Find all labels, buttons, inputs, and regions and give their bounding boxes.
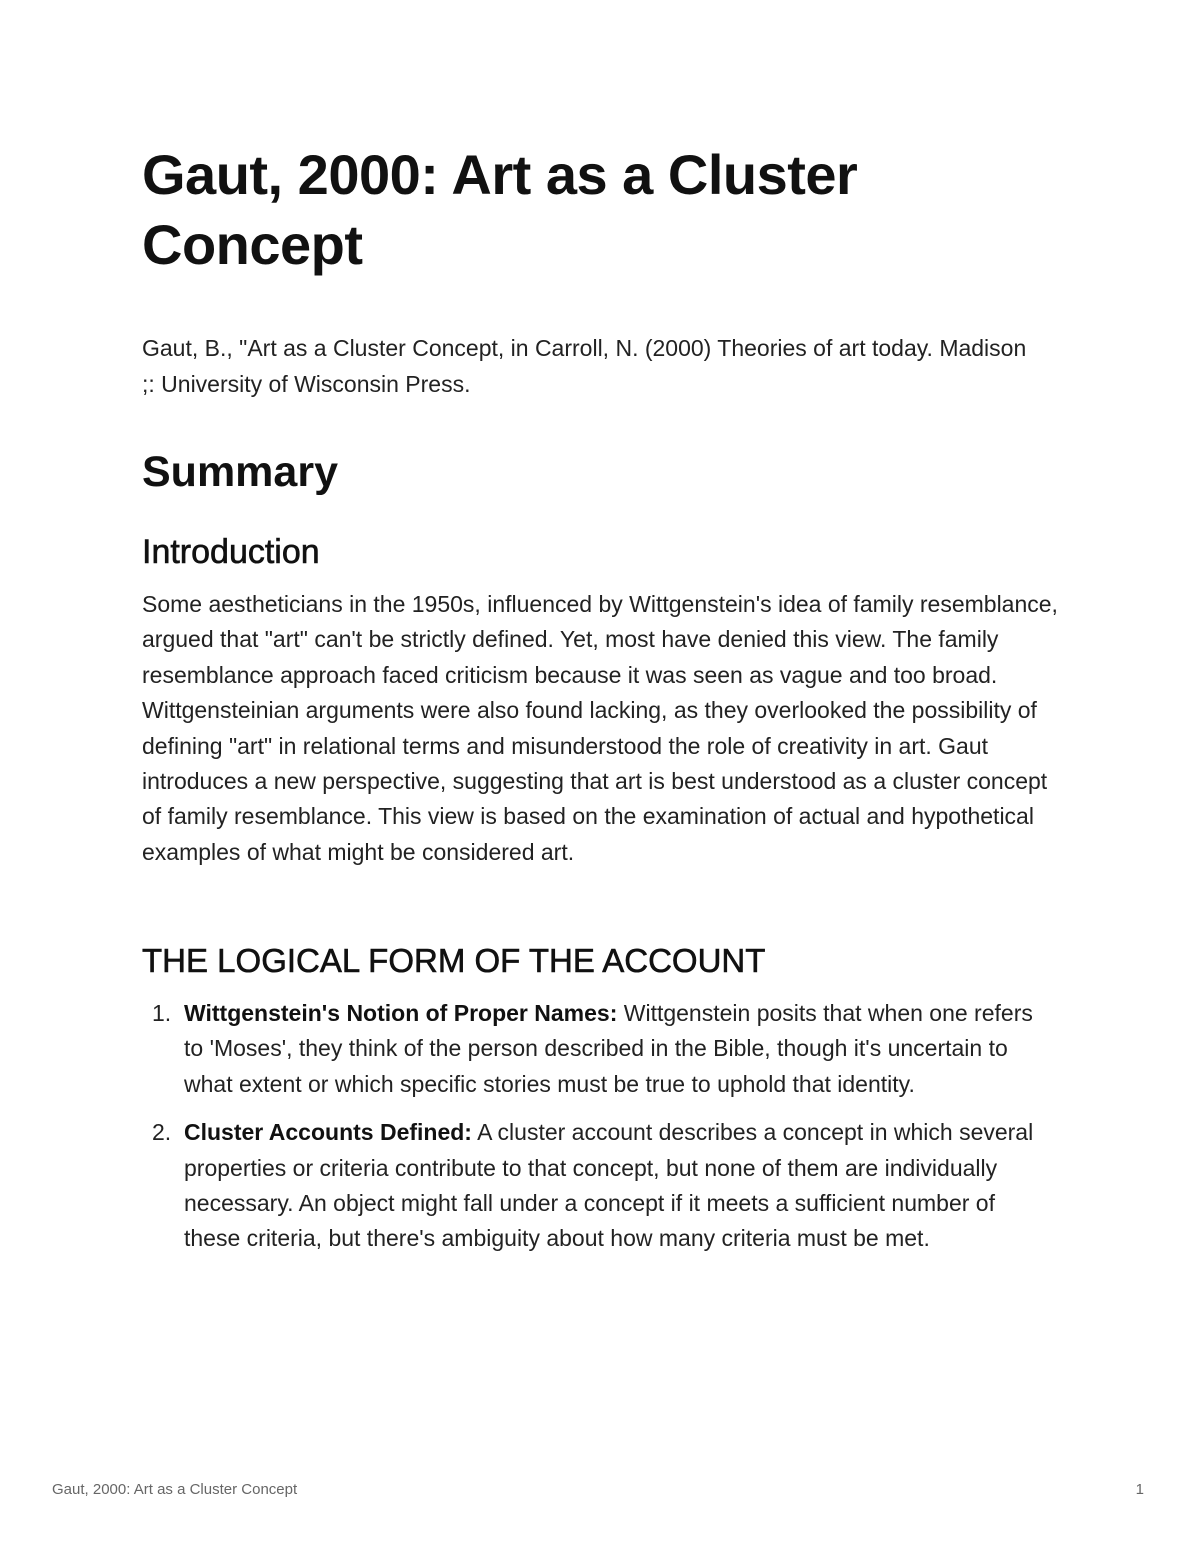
list-item-number: 1. [152,1000,172,1026]
list-item-text: Wittgenstein posits that when one refers to 'Moses', they think of the person described in the Bible, though it's uncertain to what extent or which specific stories must be true to uphold that identity. [184,1000,1033,1097]
introduction-paragraph: Some aestheticians in the 1950s, influenced by Wittgenstein's idea of family resemblance, argued that "art" can't be strictly defined. Yet, most have denied this view. The family resemblance approach faced criticism because it was seen as vague and too broad. Wittgensteinian arguments were also found lacking, as they overlooked the possibility of defining "art" in relational terms and misunderstood the role of creativity in art. Gaut introduces a new perspective, suggesting that art is best understood as a cluster concept of family resemblance. This view is based on the examination of actual and hypothetical examples of what might be considered art. [142,591,1058,865]
introduction-heading: Introduction [142,533,320,571]
list-item-term: Wittgenstein's Notion of Proper Names: [184,1000,618,1026]
logical-form-list [142,996,1042,1270]
page-title: Gaut, 2000: Art as a Cluster Concept [142,143,858,276]
list-item-term: Cluster Accounts Defined: [184,1119,472,1146]
logical-form-heading: THE LOGICAL FORM OF THE ACCOUNT [142,942,766,979]
summary-heading: Summary [142,448,338,496]
footer-page-number: 1 [1135,1481,1144,1498]
citation: Gaut, B., "Art as a Cluster Concept, in Carroll, N. (2000) Theories of art today. Madison ;: University of Wisconsin Press. [142,335,1027,397]
list-item [142,1115,1042,1257]
list-item-number: 2. [152,1119,172,1146]
footer-running-title: Gaut, 2000: Art as a Cluster Concept [52,1481,298,1498]
list-item [142,996,1042,1102]
list-item-text: A cluster account describes a concept in which several properties or criteria contribute to that concept, but none of them are individually necessary. An object might fall under a concept if it meets a sufficient number of these criteria, but there's ambiguity about how many criteria must be met. [184,1119,1034,1252]
